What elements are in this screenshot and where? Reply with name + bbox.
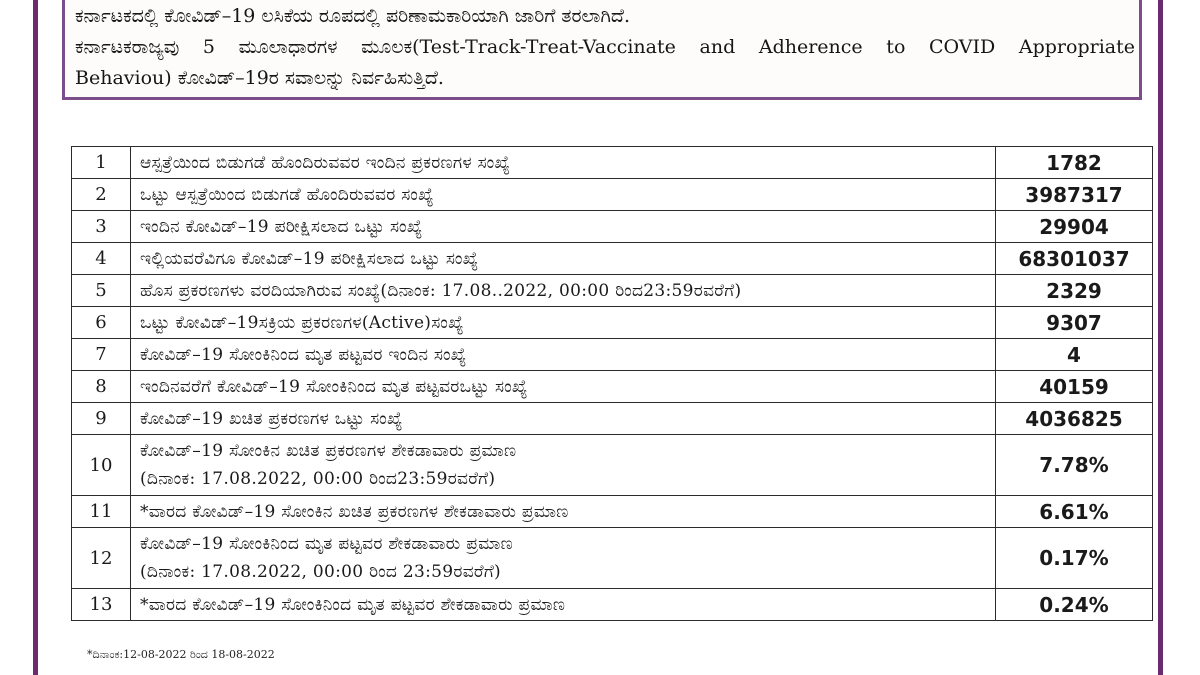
row-value: 29904 bbox=[996, 211, 1153, 243]
table-row bbox=[72, 371, 1153, 403]
row-description-cell bbox=[131, 147, 996, 179]
row-description: ಹೊಸ ಪ್ರಕರಣಗಳು ವರದಿಯಾಗಿರುವ ಸಂಖ್ಯೆ(ದಿನಾಂಕ: 17.08..2022, 00:00 ರಿಂದ23:59ರವರೆಗೆ) bbox=[140, 280, 742, 301]
table-row bbox=[72, 179, 1153, 211]
row-description: ಕೋವಿಡ್–19 ಸೋಂಕಿನಿಂದ ಮೃತ ಪಟ್ಟವರ ಇಂದಿನ ಸಂಖ್ಯೆ bbox=[140, 344, 467, 365]
table-row bbox=[72, 496, 1153, 528]
row-description-cell bbox=[131, 403, 996, 435]
row-value: 0.24% bbox=[996, 589, 1153, 621]
page-border-right bbox=[1158, 0, 1163, 675]
row-description-cell bbox=[131, 211, 996, 243]
row-number: 8 bbox=[72, 371, 131, 403]
row-description-cell bbox=[131, 435, 996, 496]
row-value: 40159 bbox=[996, 371, 1153, 403]
table-row bbox=[72, 403, 1153, 435]
row-number: 12 bbox=[72, 528, 131, 589]
row-description: ಕೋವಿಡ್–19 ಖಚಿತ ಪ್ರಕರಣಗಳ ಒಟ್ಟು ಸಂಖ್ಯೆ bbox=[140, 408, 403, 429]
table-row bbox=[72, 147, 1153, 179]
page-border-left bbox=[33, 0, 38, 675]
row-number: 1 bbox=[72, 147, 131, 179]
row-value: 0.17% bbox=[996, 528, 1153, 589]
row-description: ಒಟ್ಟು ಆಸ್ಪತ್ರೆಯಿಂದ ಬಿಡುಗಡೆ ಹೊಂದಿರುವವರ ಸಂಖ್ಯೆ bbox=[140, 184, 434, 205]
table-row bbox=[72, 589, 1153, 621]
row-value: 4 bbox=[996, 339, 1153, 371]
row-description-cell bbox=[131, 275, 996, 307]
row-description: ಆಸ್ಪತ್ರೆಯಿಂದ ಬಿಡುಗಡೆ ಹೊಂದಿರುವವರ ಇಂದಿನ ಪ್ರಕರಣಗಳ ಸಂಖ್ಯೆ bbox=[140, 152, 511, 173]
table-row bbox=[72, 307, 1153, 339]
row-number: 5 bbox=[72, 275, 131, 307]
intro-line-2: ಕರ್ನಾಟಕರಾಜ್ಯವು 5 ಮೂಲಾಧಾರಗಳ ಮೂಲಕ(Test-Track-Treat-Vaccinate and Adherence to COVID Appropriate bbox=[75, 36, 1135, 58]
row-date-range: (ದಿನಾಂಕ: 17.08.2022, 00:00 ರಿಂದ23:59ರವರೆಗೆ) bbox=[140, 469, 496, 489]
row-description-cell bbox=[131, 589, 996, 621]
row-description: ಇಂದಿನ ಕೋವಿಡ್–19 ಪರೀಕ್ಷಿಸಲಾದ ಒಟ್ಟು ಸಂಖ್ಯೆ bbox=[140, 216, 423, 237]
row-description: *ವಾರದ ಕೋವಿಡ್–19 ಸೋಂಕಿನಿಂದ ಮೃತ ಪಟ್ಟವರ ಶೇಕಡಾವಾರು ಪ್ರಮಾಣ bbox=[140, 594, 566, 615]
row-description-cell bbox=[131, 528, 996, 589]
table-row bbox=[72, 528, 1153, 589]
row-description: ಇಲ್ಲಿಯವರೆವಿಗೂ ಕೋವಿಡ್–19 ಪರೀಕ್ಷಿಸಲಾದ ಒಟ್ಟು ಸಂಖ್ಯೆ bbox=[140, 248, 479, 269]
row-value: 68301037 bbox=[996, 243, 1153, 275]
row-number: 10 bbox=[72, 435, 131, 496]
table-row bbox=[72, 275, 1153, 307]
table-row bbox=[72, 339, 1153, 371]
row-number: 6 bbox=[72, 307, 131, 339]
covid-stats-table bbox=[71, 146, 1153, 621]
row-description: *ವಾರದ ಕೋವಿಡ್–19 ಸೋಂಕಿನ ಖಚಿತ ಪ್ರಕರಣಗಳ ಶೇಕಡಾವಾರು ಪ್ರಮಾಣ bbox=[140, 501, 569, 522]
row-value: 1782 bbox=[996, 147, 1153, 179]
row-value: 4036825 bbox=[996, 403, 1153, 435]
row-number: 3 bbox=[72, 211, 131, 243]
row-description: ಒಟ್ಟು ಕೋವಿಡ್–19ಸಕ್ರಿಯ ಪ್ರಕರಣಗಳ(Active)ಸಂಖ್ಯೆ bbox=[140, 312, 464, 333]
row-number: 13 bbox=[72, 589, 131, 621]
row-number: 9 bbox=[72, 403, 131, 435]
row-description-cell bbox=[131, 243, 996, 275]
row-description-cell bbox=[131, 179, 996, 211]
row-description: ಕೋವಿಡ್–19 ಸೋಂಕಿನಿಂದ ಮೃತ ಪಟ್ಟವರ ಶೇಕಡಾವಾರು ಪ್ರಮಾಣ bbox=[140, 534, 513, 554]
row-value: 2329 bbox=[996, 275, 1153, 307]
intro-box bbox=[62, 0, 1142, 100]
intro-line-1: ಕರ್ನಾಟಕದಲ್ಲಿ ಕೋವಿಡ್–19 ಲಸಿಕೆಯ ರೂಪದಲ್ಲಿ ಪರಿಣಾಮಕಾರಿಯಾಗಿ ಜಾರಿಗೆ ತರಲಾಗಿದೆ. bbox=[75, 5, 630, 27]
row-description: ಇಂದಿನವರೆಗೆ ಕೋವಿಡ್–19 ಸೋಂಕಿನಿಂದ ಮೃತ ಪಟ್ಟವರಒಟ್ಟು ಸಂಖ್ಯೆ bbox=[140, 376, 528, 397]
row-value: 9307 bbox=[996, 307, 1153, 339]
row-value: 3987317 bbox=[996, 179, 1153, 211]
row-description-cell bbox=[131, 371, 996, 403]
row-date-range: (ದಿನಾಂಕ: 17.08.2022, 00:00 ರಿಂದ 23:59ರವರೆಗೆ) bbox=[140, 562, 501, 582]
row-number: 4 bbox=[72, 243, 131, 275]
row-description-cell bbox=[131, 307, 996, 339]
row-value: 7.78% bbox=[996, 435, 1153, 496]
row-description: ಕೋವಿಡ್–19 ಸೋಂಕಿನ ಖಚಿತ ಪ್ರಕರಣಗಳ ಶೇಕಡಾವಾರು ಪ್ರಮಾಣ bbox=[140, 441, 517, 461]
row-description-cell bbox=[131, 496, 996, 528]
row-number: 2 bbox=[72, 179, 131, 211]
table-row bbox=[72, 211, 1153, 243]
table-row bbox=[72, 243, 1153, 275]
intro-line-3: Behaviou) ಕೋವಿಡ್–19ರ ಸವಾಲನ್ನು ನಿರ್ವಹಿಸುತ್ತಿದೆ. bbox=[75, 67, 444, 89]
footnote: *ದಿನಾಂಕ:12-08-2022 ರಿಂದ 18-08-2022 bbox=[87, 648, 275, 661]
row-value: 6.61% bbox=[996, 496, 1153, 528]
row-number: 7 bbox=[72, 339, 131, 371]
table-row bbox=[72, 435, 1153, 496]
row-description-cell bbox=[131, 339, 996, 371]
row-number: 11 bbox=[72, 496, 131, 528]
